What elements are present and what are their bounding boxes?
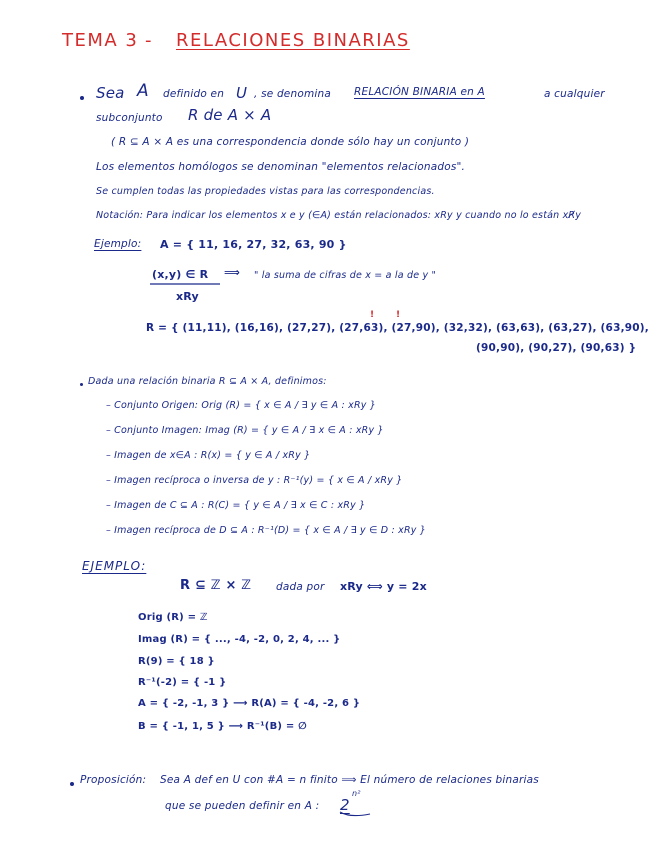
example2-statement-a: R ⊆ ℤ × ℤ (180, 578, 252, 593)
proposition-label: Proposición: (80, 774, 147, 786)
def-homologos: Los elementos homólogos se denominan "elementos relacionados". (96, 161, 466, 173)
red-mark-1: ! (370, 310, 375, 320)
definition-item: – Imagen recíproca o inversa de y : R⁻¹(y) = { x ∈ A / xRy } (106, 475, 403, 486)
proposition-line1: Sea A def en U con #A = n finito ⟹ El número de relaciones binarias (160, 774, 539, 786)
proposition-power-exp: n² (352, 789, 361, 798)
example2-result: R⁻¹(-2) = { -1 } (138, 677, 227, 688)
def-subconjunto: subconjunto (96, 112, 163, 124)
definition-item: – Conjunto Origen: Orig (R) = { x ∈ A / ∃ y ∈ A : xRy } (106, 400, 377, 411)
definition-item: – Imagen de C ⊆ A : R(C) = { y ∈ A / ∃ x ∈ C : xRy } (106, 500, 366, 511)
definition-item: – Imagen de x∈A : R(x) = { y ∈ A / xRy } (106, 450, 311, 461)
proposition-power-base: 2 (340, 796, 350, 814)
definition-item: – Imagen recíproca de D ⊆ A : R⁻¹(D) = { x ∈ A / ∃ y ∈ D : xRy } (106, 525, 427, 536)
example2-statement-b: dada por (276, 581, 325, 593)
example2-result: A = { -2, -1, 3 } ⟶ R(A) = { -4, -2, 6 } (138, 698, 361, 709)
example2-result: R(9) = { 18 } (138, 656, 215, 667)
example1-relation-line1: R = { (11,11), (16,16), (27,27), (27,63), (27,90), (32,32), (63,63), (63,27), (63,90), (146, 322, 649, 334)
def-relacion-binaria: RELACIÓN BINARIA en A (354, 86, 485, 98)
red-mark-2: ! (396, 310, 401, 320)
example1-relation-line2: (90,90), (90,27), (90,63) } (476, 342, 637, 354)
def-sea: Sea (96, 84, 125, 102)
example2-result: Orig (R) = ℤ (138, 612, 208, 623)
def-a: A (137, 81, 149, 101)
example1-rule-right: " la suma de cifras de x = a la de y " (254, 270, 437, 281)
def-cualquier: a cualquier (544, 88, 605, 100)
example2-result: B = { -1, 1, 5 } ⟶ R⁻¹(B) = ∅ (138, 721, 307, 732)
example2-statement-c: xRy ⟺ y = 2x (340, 580, 427, 593)
example1-label: Ejemplo: (94, 238, 142, 250)
example2-result: Imag (R) = { ..., -4, -2, 0, 2, 4, ... } (138, 634, 341, 645)
def-propiedades: Se cumplen todas las propiedades vistas para las correspondencias. (96, 186, 435, 197)
title-name: RELACIONES BINARIAS (176, 30, 410, 51)
title-tema: TEMA 3 (62, 30, 139, 51)
def-note-correspondencia: ( R ⊆ A × A es una correspondencia donde sólo hay un conjunto ) (111, 136, 470, 148)
example1-rule-arrow: ⟹ (224, 266, 240, 279)
title-dash: - (145, 30, 153, 51)
proposition-line2: que se pueden definir en A : (165, 800, 320, 812)
example1-rule-under: xRy (176, 290, 199, 303)
def-notacion: Notación: Para indicar los elementos x e y (∈A) están relacionados: xRy y cuando no lo están xR̸y (96, 210, 582, 221)
definition-item: – Conjunto Imagen: Imag (R) = { y ∈ A / ∃ x ∈ A : xRy } (106, 425, 384, 436)
def-rdeaxa: R de A × A (188, 106, 272, 124)
def-u: U (236, 84, 248, 102)
example1-rule-left: (x,y) ∈ R (152, 268, 209, 281)
power-underline-arrow (340, 812, 370, 816)
definitions-intro: Dada una relación binaria R ⊆ A × A, definimos: (88, 376, 327, 387)
example1-set-a: A = { 11, 16, 27, 32, 63, 90 } (160, 238, 347, 251)
example2-label: EJEMPLO: (82, 559, 147, 573)
def-definido: definido en (163, 88, 225, 100)
def-denomina: , se denomina (254, 88, 331, 100)
